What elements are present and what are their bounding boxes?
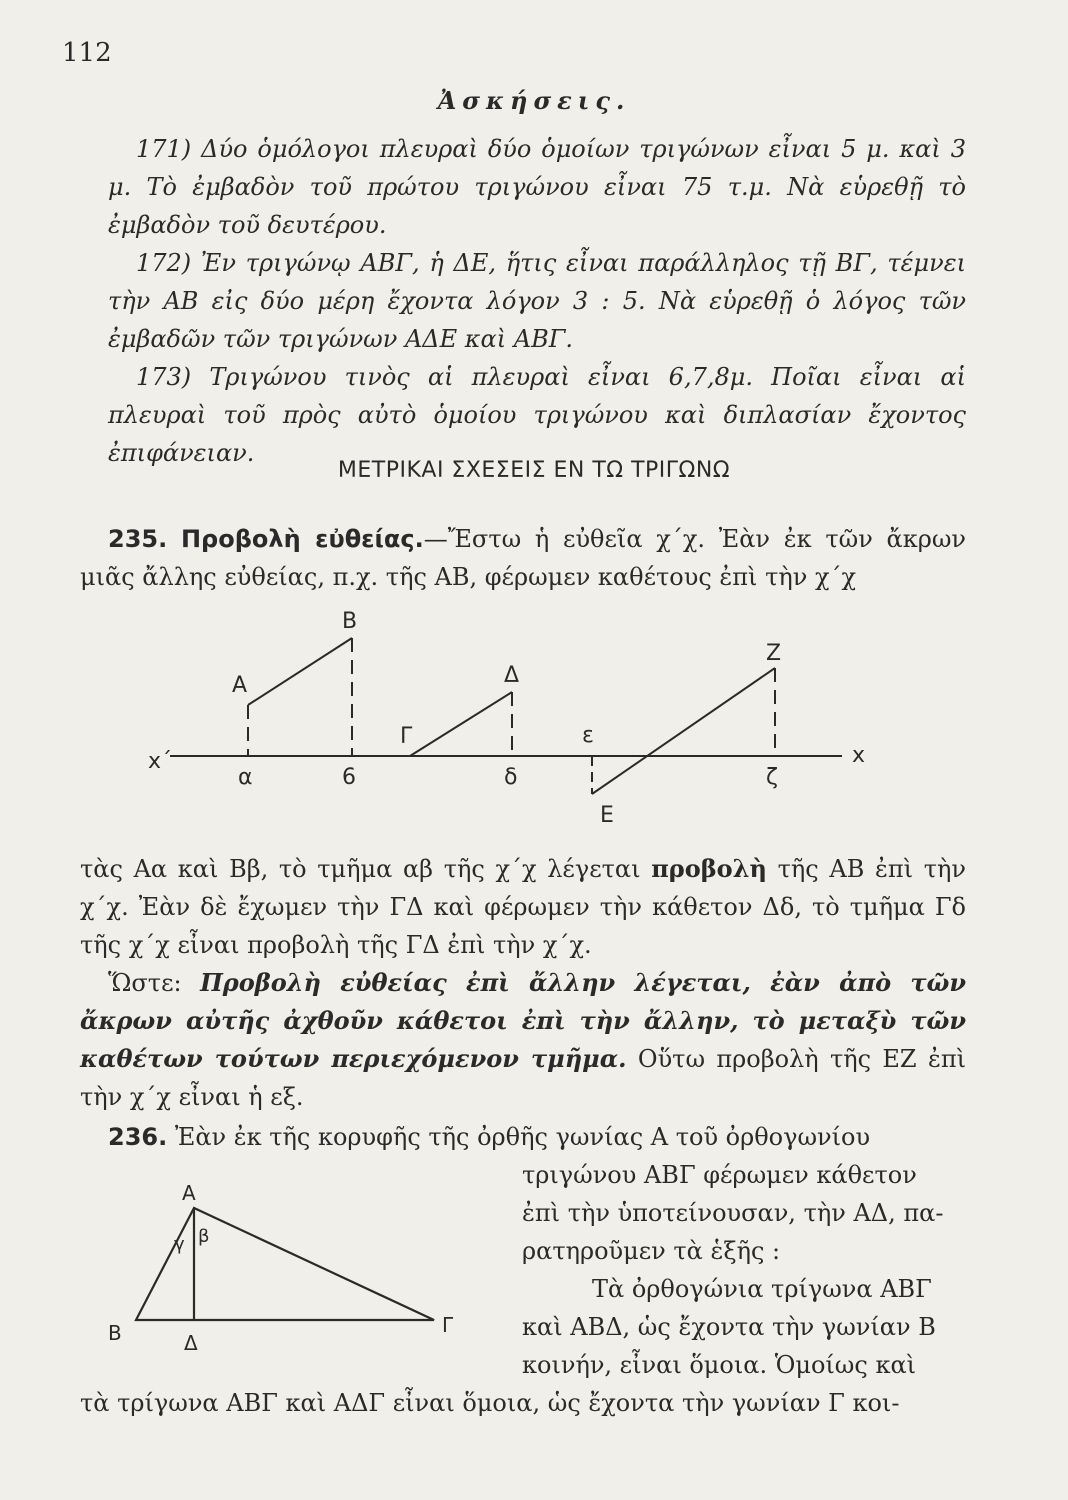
side-line: Τὰ ὀρθογώνια τρίγωνα ΑΒΓ — [592, 1275, 932, 1303]
side-line: ρατηροῦμεν τὰ ἑξῆς : — [522, 1237, 781, 1265]
label-A: A — [182, 1181, 196, 1205]
section-236-start — [108, 1118, 968, 1156]
label-x: x — [852, 743, 866, 768]
segment-ab — [248, 638, 352, 705]
explanation-text: τὰς Αα καὶ Ββ, τὸ τμῆμα αβ τῆς χ΄χ λέγεται — [80, 855, 652, 883]
section-236-last-line: τὰ τρίγωνα ΑΒΓ καὶ ΑΔΓ εἶναι ὅμοια, ὡς ἔχοντα τὴν γωνίαν Γ κοι- — [80, 1389, 900, 1417]
section-236-number: 236. — [108, 1123, 168, 1151]
definition-text: Προβολὴ εὐθείας ἐπὶ ἄλλην λέγεται, ἐὰν ἀπὸ τῶν ἄκρων αὐτῆς ἀχθοῦν κάθετοι ἐπὶ τὴν ἄλλην, τὸ μεταξὺ τῶν καθέτων τούτων περιεχόμενον τμῆμα. — [80, 968, 966, 1073]
side-line: τριγώνου ΑΒΓ φέρωμεν κάθετον — [522, 1161, 917, 1189]
label-alpha: α — [238, 765, 253, 790]
label-angle-beta: β — [198, 1226, 210, 1247]
label-zeta: ζ — [766, 765, 778, 790]
label-A: A — [232, 673, 248, 698]
intro-text: —Ἔστω ἡ εὐθεῖα χ΄χ. Ἐὰν ἐκ τῶν ἄκρων μιᾶς ἄλλης εὐθείας, π.χ. τῆς ΑΒ, φέρωμεν καθέτους ἐπὶ τὴν χ΄χ — [80, 525, 966, 591]
section-heading: ΜΕΤΡΙΚΑΙ ΣΧΕΣΕΙΣ ΕΝ ΤΩ ΤΡΙΓΩΝΩ — [337, 458, 731, 483]
side-line: κοινήν, εἶναι ὅμοια. Ὁμοίως καὶ — [522, 1351, 917, 1379]
triangle-abg — [136, 1208, 434, 1320]
label-delta: δ — [504, 765, 518, 790]
label-B: B — [342, 609, 358, 634]
exercise-173: 173) Τριγώνου τινὸς αἱ πλευραὶ εἶναι 6,7,8μ. Ποῖαι εἶναι αἱ πλευραὶ τοῦ πρὸς αὐτὸ ὁμοίου τριγώνου καὶ διπλασίαν ἔχοντος ἐπιφάνειαν. — [108, 363, 966, 467]
label-Delta: Δ — [184, 1331, 198, 1355]
side-line: ἐπὶ τὴν ὑποτείνουσαν, τὴν ΑΔ, πα- — [522, 1199, 944, 1227]
def-after: Οὕτω προβολὴ τῆς ΕΖ ἐπὶ τὴν χ΄χ εἶναι ἡ εξ. — [80, 1045, 967, 1111]
right-triangle-figure — [98, 1172, 478, 1362]
section-235-intro — [80, 520, 966, 596]
label-epsilon: ε — [582, 723, 594, 748]
explanation-continued: τῆς ΑΒ ἐπὶ τὴν χ΄χ. Ἐὰν δὲ ἔχωμεν τὴν ΓΔ καὶ φέρωμεν τὴν κάθετον Δδ, τὸ τμῆμα Γδ τῆς χ΄χ εἶναι προβολὴ τῆς ΓΔ ἐπὶ τὴν χ΄χ. — [80, 855, 966, 959]
projection-figure — [130, 600, 910, 830]
label-Delta: Δ — [504, 663, 520, 688]
exercises-title: Ἀσκήσεις. — [437, 86, 631, 115]
label-E: E — [600, 803, 614, 828]
label-Z: Z — [766, 641, 782, 666]
projection-definition — [80, 964, 966, 1116]
section-236-side-text — [522, 1156, 966, 1384]
label-beta: 6 — [342, 765, 356, 790]
label-Gamma: Γ — [400, 724, 413, 749]
segment-gd — [410, 692, 512, 756]
term-projection: προβολὴ — [651, 854, 767, 883]
label-B: B — [108, 1321, 122, 1345]
page-number: 112 — [62, 38, 112, 68]
side-line: καὶ ΑΒΔ, ὡς ἔχοντα τὴν γωνίαν Β — [522, 1313, 936, 1341]
section-subtitle: Προβολὴ εὐθείας. — [180, 525, 424, 553]
label-x-prime: x΄ — [148, 749, 173, 774]
label-angle-gamma: γ — [174, 1234, 185, 1255]
exercise-172: 172) Ἐν τριγώνῳ ΑΒΓ, ἡ ΔΕ, ἥτις εἶναι παράλληλος τῇ ΒΓ, τέμνει τὴν ΑΒ εἰς δύο μέρη ἔχοντα λόγον 3 : 5. Νὰ εὑρεθῇ ὁ λόγος τῶν ἐμβαδῶν τῶν τριγώνων ΑΔΕ καὶ ΑΒΓ. — [108, 249, 966, 353]
exercise-171: 171) Δύο ὁμόλογοι πλευραὶ δύο ὁμοίων τριγώνων εἶναι 5 μ. καὶ 3 μ. Τὸ ἐμβαδὸν τοῦ πρώτου τριγώνου εἶναι 75 τ.μ. Νὰ εὑρεθῇ τὸ ἐμβαδὸν τοῦ δευτέρου. — [108, 135, 966, 239]
section-number: 235. — [108, 525, 168, 553]
projection-explanation — [80, 850, 966, 964]
def-lead: Ὥστε: — [108, 969, 201, 997]
section-236-line1: Ἐὰν ἐκ τῆς κορυφῆς τῆς ὀρθῆς γωνίας Α τοῦ ὀρθογωνίου — [167, 1123, 871, 1151]
label-Gamma: Γ — [442, 1313, 454, 1337]
segment-ez — [592, 668, 775, 794]
